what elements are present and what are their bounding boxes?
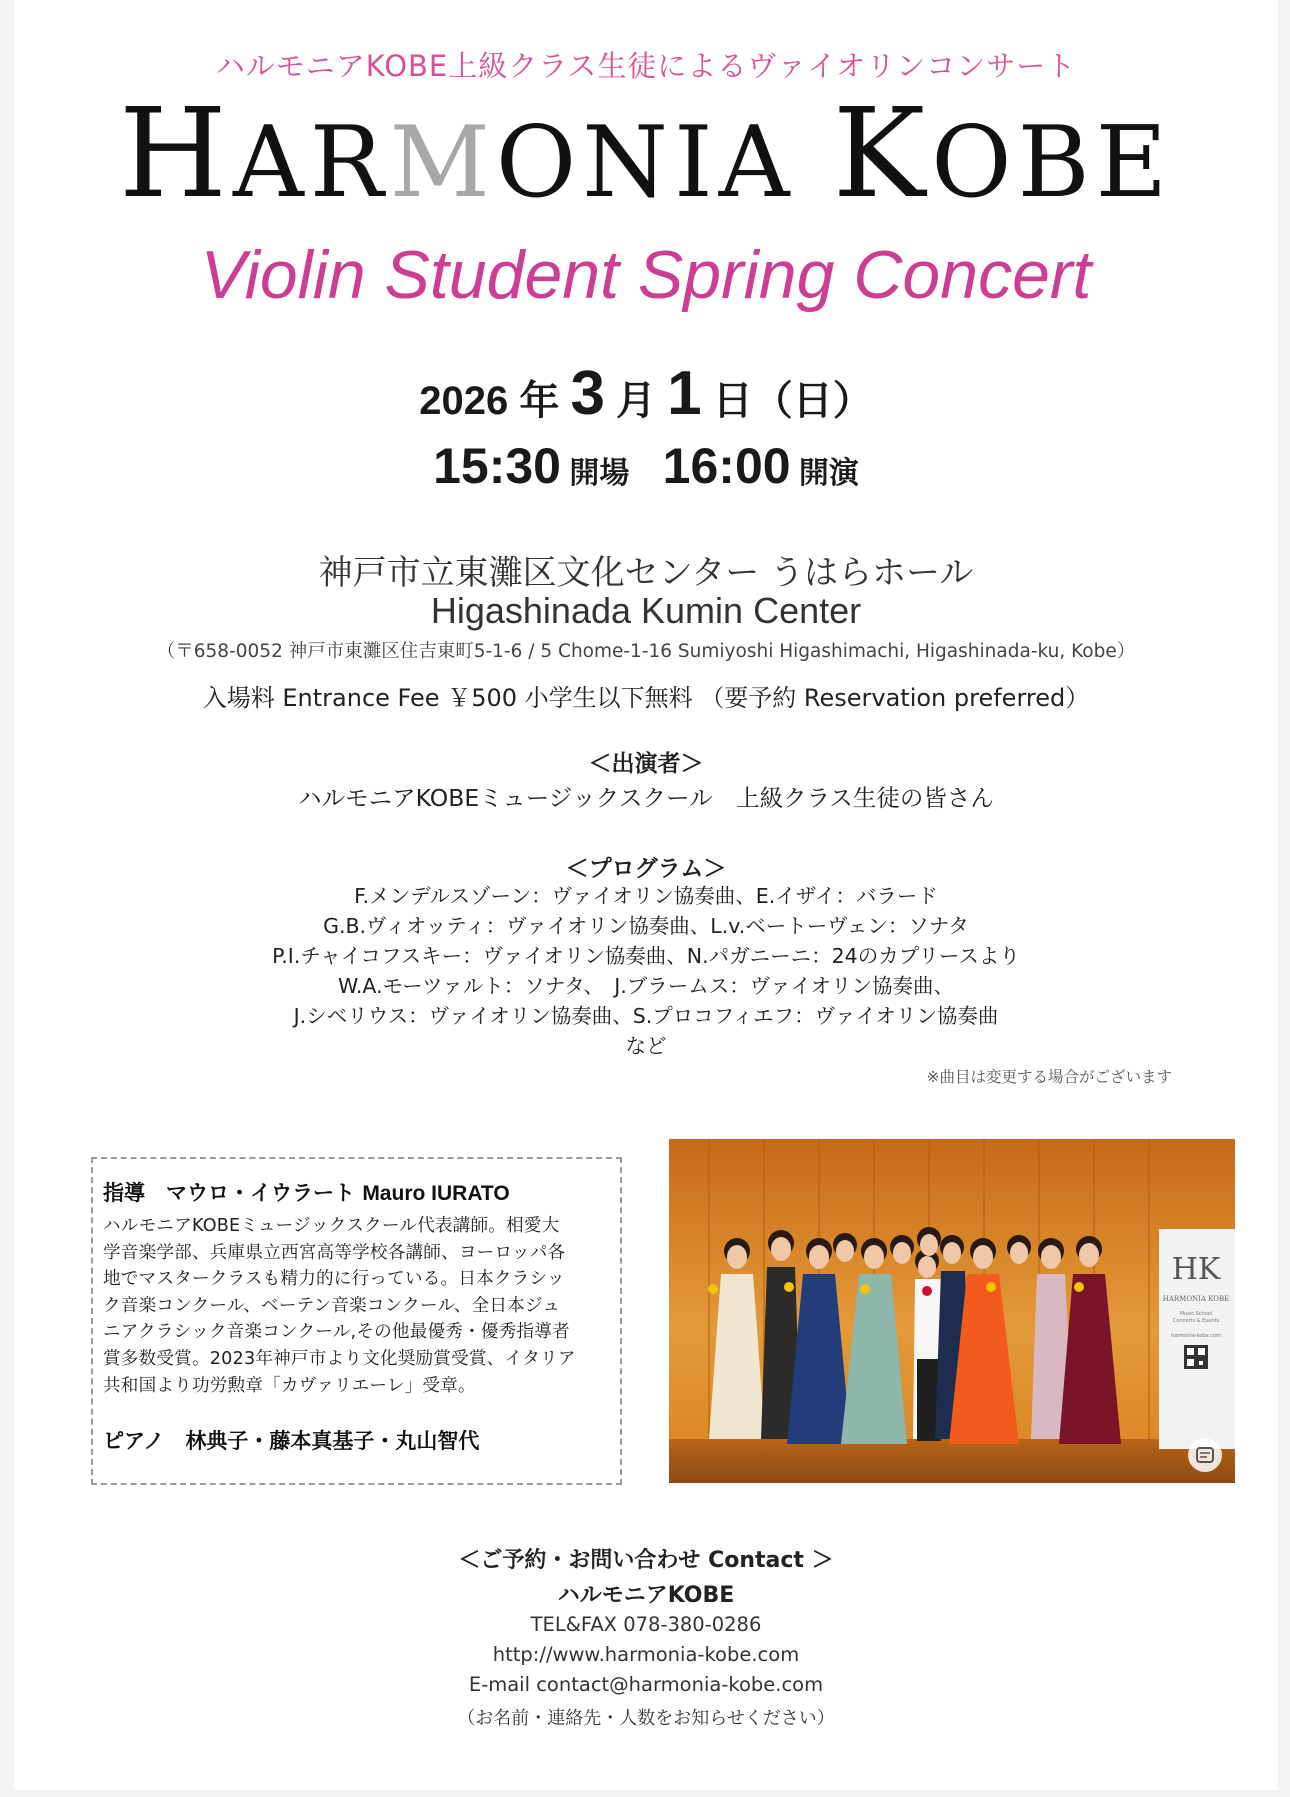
date-year: 2026	[419, 379, 509, 423]
performers-heading: ＜出演者＞	[588, 751, 704, 777]
header-tagline: ハルモニアKOBE上級クラス生徒によるヴァイオリンコンサート	[215, 49, 1077, 83]
teacher-title	[103, 1177, 606, 1207]
bio-line: 地でマスタークラスも精力的に行っている。日本クラシッ	[103, 1269, 565, 1290]
contact-org: ハルモニアKOBE	[557, 1583, 735, 1608]
svg-text:HARMONIA KOBE: HARMONIA KOBE	[1162, 1295, 1230, 1303]
teacher-name-en: Mauro IURATO	[362, 1182, 510, 1205]
program-heading: ＜プログラム＞	[565, 856, 727, 882]
image-scan-icon[interactable]	[1188, 1438, 1222, 1472]
group-photo-illustration	[669, 1139, 1235, 1483]
banner-stand	[1159, 1229, 1235, 1449]
program-line: など	[625, 1034, 667, 1058]
doors-time: 15:30	[433, 438, 561, 494]
svg-text:Concerts & Events: Concerts & Events	[1172, 1318, 1220, 1324]
program-line: G.B.ヴィオッティ：ヴァイオリン協奏曲、L.v.ベートーヴェン：ソナタ	[323, 914, 969, 938]
program-note: ※曲目は変更する場合がございます	[926, 1068, 1172, 1086]
start-time: 16:00	[662, 438, 791, 494]
pianists: ピアノ 林典子・藤本真基子・丸山智代	[103, 1429, 480, 1453]
venue-address: （〒658-0052 神戸市東灘区住吉東町5-1-6 / 5 Chome-1-16 Sumiyoshi Higashimachi, Higashinada-ku, Kobe）	[156, 641, 1136, 662]
program-line: P.I.チャイコフスキー：ヴァイオリン協奏曲、N.パガニーニ：24のカプリースより	[272, 944, 1020, 968]
event-date	[14, 358, 1278, 429]
bio-line: 賞多数受賞。2023年神戸市より文化奨励賞受賞、イタリア	[103, 1348, 576, 1369]
group-photo	[669, 1139, 1235, 1483]
doors-label: 開場	[569, 457, 630, 490]
date-day: 1	[667, 359, 702, 428]
svg-text:Music School: Music School	[1179, 1311, 1213, 1317]
bio-line: ニアクラシック音楽コンクール,その他最優秀・優秀指導者	[103, 1322, 570, 1343]
start-label: 開演	[798, 457, 859, 490]
bio-line: ク音楽コンクール、ベーテン音楽コンクール、全日本ジュ	[103, 1295, 561, 1316]
contact-heading: ＜ご予約・お問い合わせ Contact ＞	[458, 1548, 834, 1573]
event-times	[14, 437, 1278, 495]
teacher-bio	[103, 1213, 606, 1399]
program-line: W.A.モーツァルト：ソナタ、 J.ブラームス：ヴァイオリン協奏曲、	[337, 974, 954, 998]
date-day-unit: 日	[712, 379, 753, 423]
bio-line: ハルモニアKOBEミュージックスクール代表講師。相愛大	[103, 1216, 560, 1236]
program-line: F.メンデルスゾーン：ヴァイオリン協奏曲、E.イザイ：バラード	[354, 884, 938, 908]
teacher-box	[91, 1157, 622, 1485]
date-year-unit: 年	[519, 379, 560, 423]
entrance-fee: 入場料 Entrance Fee ￥500 小学生以下無料 （要予約 Reservation preferred）	[202, 684, 1090, 712]
date-weekday: （日）	[752, 379, 873, 423]
concert-title: Violin Student Spring Concert	[200, 237, 1092, 313]
bio-line: 共和国より功労勲章「カヴァリエーレ」受章。	[103, 1375, 476, 1396]
contact-email[interactable]: E-mail contact@harmonia-kobe.com	[468, 1673, 824, 1696]
bio-line: 学音楽学部、兵庫県立西宮高等学校各講師、ヨーロッパ各	[103, 1242, 566, 1263]
program-line: J.シベリウス：ヴァイオリン協奏曲、S.プロコフィエフ：ヴァイオリン協奏曲	[293, 1004, 999, 1028]
program-list	[14, 881, 1278, 1061]
date-month: 3	[570, 359, 605, 428]
venue-name-ja: 神戸市立東灘区文化センター うはらホール	[318, 553, 974, 593]
venue-name-en: Higashinada Kumin Center	[430, 590, 862, 631]
harmonia-kobe-logo: HARMONIA KOBE	[118, 82, 1174, 226]
teacher-name-ja: 指導 マウロ・イウラート	[103, 1181, 355, 1205]
svg-text:harmonia-kobe.com: harmonia-kobe.com	[1171, 1333, 1221, 1339]
flyer-page	[14, 0, 1278, 1790]
svg-text:HK: HK	[1171, 1252, 1221, 1287]
performers-text: ハルモニアKOBEミュージックスクール 上級クラス生徒の皆さん	[298, 784, 994, 812]
date-month-unit: 月	[616, 379, 657, 423]
contact-url[interactable]: http://www.harmonia-kobe.com	[492, 1643, 800, 1666]
contact-tel: TEL&FAX 078-380-0286	[530, 1613, 762, 1636]
contact-note: （お名前・連絡先・人数をお知らせください）	[457, 1708, 835, 1729]
